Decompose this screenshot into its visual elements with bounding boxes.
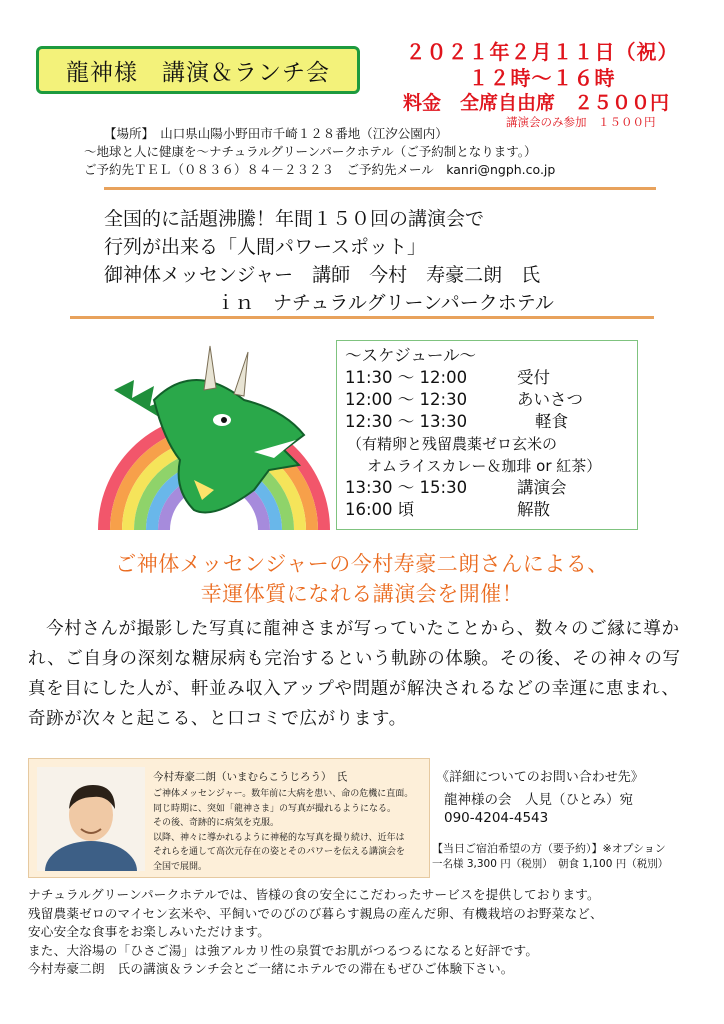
schedule-row bbox=[345, 367, 629, 389]
speaker-bio-line: 全国で展開。 bbox=[153, 861, 208, 872]
schedule-time: 16:00 頃 bbox=[345, 500, 415, 519]
schedule-label: 受付 bbox=[517, 368, 550, 387]
lecture-only-fee: 講演会のみ参加 １５００円 bbox=[506, 115, 656, 129]
stay-option-2: 一名様 3,300 円（税別） 朝食 1,100 円（税別） bbox=[432, 858, 669, 870]
speaker-bio-line: 以降、神々に導かれるように神秘的な写真を撮り続け、近年は bbox=[153, 832, 405, 843]
schedule-heading: ～スケジュール～ bbox=[345, 346, 477, 365]
footer-line: 残留農薬ゼロのマイセン玄米や、平飼いでのびのび暮らす親鳥の産んだ卵、有機栽培のお野菜など、 bbox=[28, 905, 603, 921]
event-title bbox=[36, 46, 360, 94]
schedule-row bbox=[345, 477, 629, 499]
body-paragraph: 今村さんが撮影した写真に龍神さまが写っていたことから、数々のご縁に導かれ、ご自身の深刻な糖尿病も完治するという軌跡の体験。その後、その神々の写真を目にした人が、軒並み収入アップや問題が解決されるなどの幸運に恵まれ、奇跡が次々と起こる、と口コミで広がります。 bbox=[28, 619, 681, 729]
venue-place: 【場所】 山口県山陽小野田市千崎１２８番地（江汐公園内） bbox=[104, 126, 448, 141]
speaker-name: 今村寿豪二朗（いまむらこうじろう） 氏 bbox=[153, 771, 348, 783]
schedule-time: 12:00 ～ 12:30 bbox=[345, 390, 468, 409]
schedule-label: 軽食 bbox=[535, 412, 568, 431]
speaker-bio-line: それらを通して高次元存在の姿とそのパワーを伝える講演会を bbox=[153, 847, 406, 857]
speaker-photo bbox=[37, 767, 145, 871]
schedule-label: 講演会 bbox=[517, 478, 567, 497]
inquiry-org: 龍神様の会 人見（ひとみ）宛 bbox=[444, 792, 633, 808]
venue-hotel: ～地球と人に健康を～ナチュラルグリーンパークホテル（ご予約制となります。） bbox=[84, 144, 537, 159]
headline-line1: 全国的に話題沸騰！年間１５０回の講演会で bbox=[104, 208, 485, 230]
schedule-time: 13:30 ～ 15:30 bbox=[345, 478, 468, 497]
headline-line4: ｉｎ ナチュラルグリーンパークホテル bbox=[216, 292, 554, 314]
meal-note-2: オムライスカレー＆珈琲 or 紅茶） bbox=[367, 457, 602, 475]
event-time: １２時～１６時 bbox=[468, 66, 616, 90]
footer-line: 今村寿豪二朗 氏の講演＆ランチ会とご一緒にホテルでの滞在もぜひご体験下さい。 bbox=[28, 961, 514, 976]
schedule-time: 12:30 ～ 13:30 bbox=[345, 412, 468, 431]
schedule-row bbox=[345, 389, 629, 411]
event-date: ２０２１年２月１１日（祝） bbox=[405, 40, 679, 64]
headline-line2: 行列が出来る「人間パワースポット」 bbox=[104, 236, 427, 258]
speaker-bio-line: その後、奇跡的に病気を克服。 bbox=[153, 818, 280, 828]
footer-line: また、大浴場の「ひさご湯」は強アルカリ性の泉質でお肌がつるつるになると好評です。 bbox=[28, 942, 539, 958]
schedule-box bbox=[336, 340, 638, 530]
headline-line3: 御神体メッセンジャー 講師 今村 寿豪二朗 氏 bbox=[104, 264, 541, 286]
speaker-bio-line: 同じ時期に、突如「龍神さま」の写真が撮れるようになる。 bbox=[153, 803, 397, 814]
schedule-label: あいさつ bbox=[517, 390, 583, 409]
speaker-bio bbox=[153, 787, 429, 874]
schedule-row bbox=[345, 499, 629, 521]
divider-top bbox=[104, 187, 656, 190]
tagline-line1: ご神体メッセンジャーの今村寿豪二朗さんによる、 bbox=[115, 552, 609, 576]
footer-line: 安心安全な食事をお楽しみいただけます。 bbox=[28, 924, 271, 939]
speaker-bio-line: ご神体メッセンジャー。数年前に大病を患い、命の危機に直面。 bbox=[153, 789, 414, 799]
dragon-rainbow-illustration bbox=[84, 340, 340, 540]
tagline-line2: 幸運体質になれる講演会を開催！ bbox=[200, 582, 524, 606]
speaker-profile bbox=[28, 758, 430, 878]
stay-option-1: 【当日ご宿泊希望の方（要予約）】※オプション bbox=[432, 842, 666, 855]
schedule-time: 11:30 ～ 12:00 bbox=[345, 368, 468, 387]
footer-line: ナチュラルグリーンパークホテルでは、皆様の食の安全にこだわったサービスを提供しております。 bbox=[28, 887, 600, 902]
event-fee: 料金 全席自由席 ２５００円 bbox=[402, 92, 669, 114]
venue-contact: ご予約先ＴＥＬ（０８３６）８４－２３２３ ご予約先メール kanri@ngph.co.jp bbox=[84, 162, 556, 177]
schedule-row bbox=[345, 411, 629, 433]
inquiry-heading: 《詳細についてのお問い合わせ先》 bbox=[436, 770, 644, 785]
inquiry-phone: 090-4204-4543 bbox=[444, 810, 549, 826]
footer-text bbox=[28, 886, 718, 979]
schedule-label: 解散 bbox=[517, 500, 550, 519]
divider-middle bbox=[70, 316, 654, 319]
event-title-text: 龍神様 講演＆ランチ会 bbox=[66, 59, 330, 86]
meal-note-1: （有精卵と残留農薬ゼロ玄米の bbox=[347, 435, 558, 453]
